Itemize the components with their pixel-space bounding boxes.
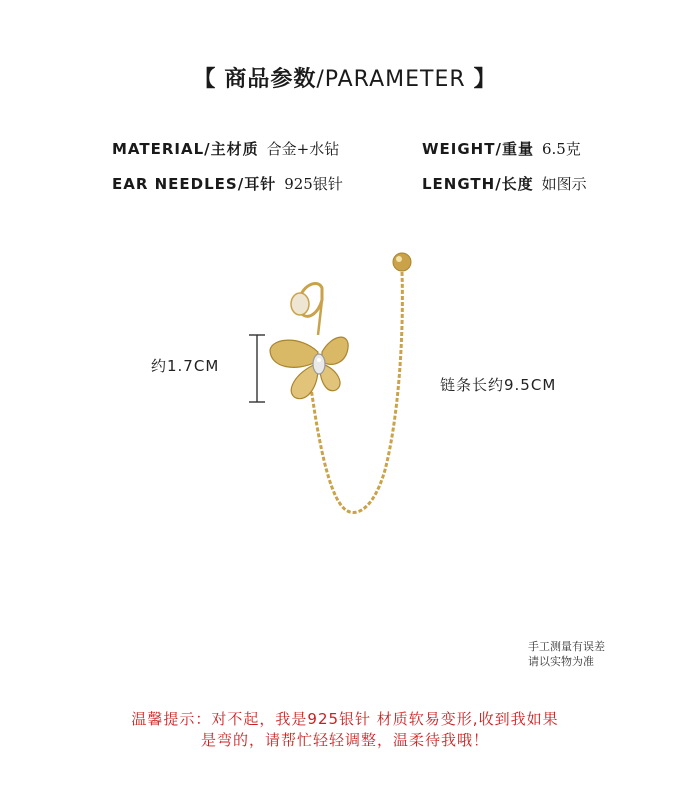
spec-length-label: LENGTH/长度 bbox=[422, 175, 534, 193]
chain-length-label: 链条长约9.5CM bbox=[440, 376, 557, 394]
warning-line-2: 是弯的，请帮忙轻轻调整，温柔待我哦！ bbox=[200, 731, 489, 749]
stud-ball bbox=[393, 253, 411, 271]
title-chinese: 商品参数 bbox=[224, 67, 317, 92]
chain bbox=[310, 272, 402, 513]
spec-ear-needles-label: EAR NEEDLES/耳针 bbox=[112, 175, 277, 193]
spec-ear-needles-value: 925银针 bbox=[284, 175, 343, 193]
butterfly-charm bbox=[270, 337, 348, 398]
butterfly-size-label: 约1.7CM bbox=[151, 357, 220, 375]
spec-material-value: 合金+水钻 bbox=[266, 140, 340, 158]
measurement-bracket bbox=[249, 335, 265, 402]
spec-weight-value: 6.5克 bbox=[541, 140, 581, 158]
title-bracket-open: 【 bbox=[193, 67, 217, 92]
spec-weight-label: WEIGHT/重量 bbox=[422, 140, 534, 158]
spec-length-value: 如图示 bbox=[541, 175, 587, 193]
warning-line-1: 温馨提示：对不起，我是925银针 材质软易变形,收到我如果 bbox=[131, 710, 559, 728]
title-english: /PARAMETER bbox=[316, 67, 466, 92]
note-line-2: 请以实物为准 bbox=[528, 655, 594, 668]
title-bracket-close: 】 bbox=[473, 67, 497, 92]
note-line-1: 手工测量有误差 bbox=[528, 640, 605, 653]
spec-material-label: MATERIAL/主材质 bbox=[112, 140, 259, 158]
ear-cuff bbox=[291, 283, 322, 335]
